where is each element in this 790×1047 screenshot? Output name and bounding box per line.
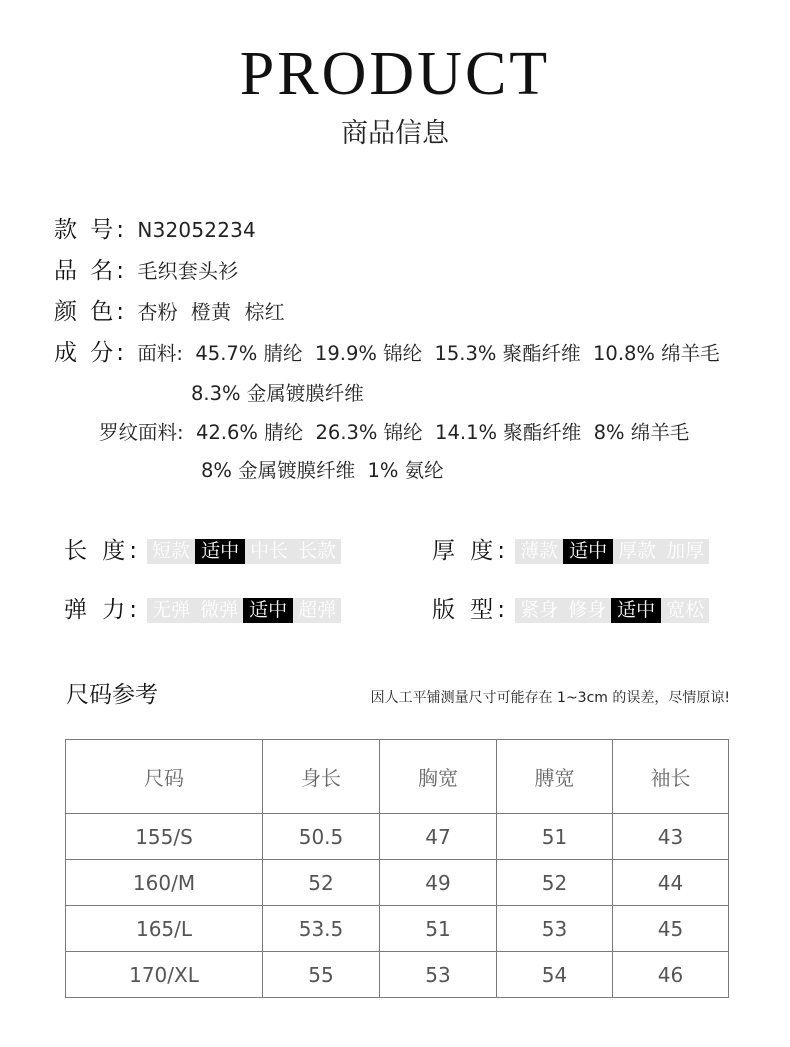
colors-row [54,298,285,326]
table-cell: 55 [263,952,380,998]
composition-line: 罗纹面料: 42.6% 腈纶 26.3% 锦纶 14.1% 聚酯纤维 8% 绵羊毛 [99,421,690,444]
thickness-scale [515,539,709,564]
table-header-row [66,740,729,814]
page-title: PRODUCT [239,40,551,108]
fit-option: 紧身 [520,598,559,621]
table-cell: 170/XL [66,952,263,998]
length-label: 长 度: [64,538,142,564]
table-cell: 46 [613,952,729,998]
product-name-row [54,257,238,285]
table-row [66,952,729,998]
style-number-label: 款 号: [54,217,128,243]
thickness-attribute [432,536,709,566]
elasticity-option: 微弹 [200,598,239,621]
product-name-value: 毛织套头衫 [137,259,239,283]
column-header: 胸宽 [380,740,497,814]
elasticity-scale [147,598,341,623]
table-cell: 51 [380,906,497,952]
table-cell: 50.5 [263,814,380,860]
column-header: 身长 [263,740,380,814]
table-cell: 52 [497,860,613,906]
table-cell: 165/L [66,906,263,952]
composition-line: 面料: 45.7% 腈纶 19.9% 锦纶 15.3% 聚酯纤维 10.8% 绵羊毛 [137,342,720,365]
table-row [66,860,729,906]
composition-line: 8% 金属镀膜纤维 1% 氨纶 [201,459,444,482]
size-chart-title: 尺码参考 [66,682,158,708]
table-cell: 49 [380,860,497,906]
thickness-option: 薄款 [520,539,559,562]
colors-value: 杏粉 橙黄 棕红 [137,300,285,324]
style-number-row [54,216,256,244]
table-cell: 51 [497,814,613,860]
composition-label: 成 分: [54,340,128,366]
product-name-label: 品 名: [54,258,128,284]
table-row [66,814,729,860]
length-option: 短款 [152,539,191,562]
fit-option: 修身 [568,598,607,621]
composition-row [54,339,720,368]
elasticity-option: 超弹 [298,598,337,621]
table-cell: 52 [263,860,380,906]
table-cell: 53 [497,906,613,952]
table-cell: 45 [613,906,729,952]
fit-scale [515,598,709,623]
table-cell: 155/S [66,814,263,860]
length-scale [147,539,341,564]
table-cell: 160/M [66,860,263,906]
fit-label: 版 型: [432,597,510,623]
table-cell: 54 [497,952,613,998]
style-number-value: N32052234 [137,218,256,242]
thickness-option: 适中 [563,539,613,564]
fit-option: 适中 [611,598,661,623]
table-row [66,906,729,952]
thickness-option: 厚款 [618,539,657,562]
length-attribute [64,536,341,566]
fit-attribute [432,595,709,625]
table-cell: 53 [380,952,497,998]
column-header: 尺码 [66,740,263,814]
table-cell: 44 [613,860,729,906]
thickness-label: 厚 度: [432,538,510,564]
column-header: 膊宽 [497,740,613,814]
column-header: 袖长 [613,740,729,814]
table-cell: 47 [380,814,497,860]
elasticity-option: 无弹 [152,598,191,621]
page-subtitle: 商品信息 [341,118,449,149]
thickness-option: 加厚 [666,539,705,562]
elasticity-label: 弹 力: [64,597,142,623]
table-cell: 53.5 [263,906,380,952]
length-option: 长款 [298,539,337,562]
elasticity-option: 适中 [243,598,293,623]
fit-option: 宽松 [666,598,705,621]
composition-line: 8.3% 金属镀膜纤维 [191,382,364,405]
size-chart-table [65,739,729,998]
length-option: 适中 [195,539,245,564]
elasticity-attribute [64,595,341,625]
length-option: 中长 [250,539,289,562]
colors-label: 颜 色: [54,299,128,325]
table-cell: 43 [613,814,729,860]
size-chart-note: 因人工平铺测量尺寸可能存在 1~3cm 的误差，尽情原谅! [370,690,730,706]
